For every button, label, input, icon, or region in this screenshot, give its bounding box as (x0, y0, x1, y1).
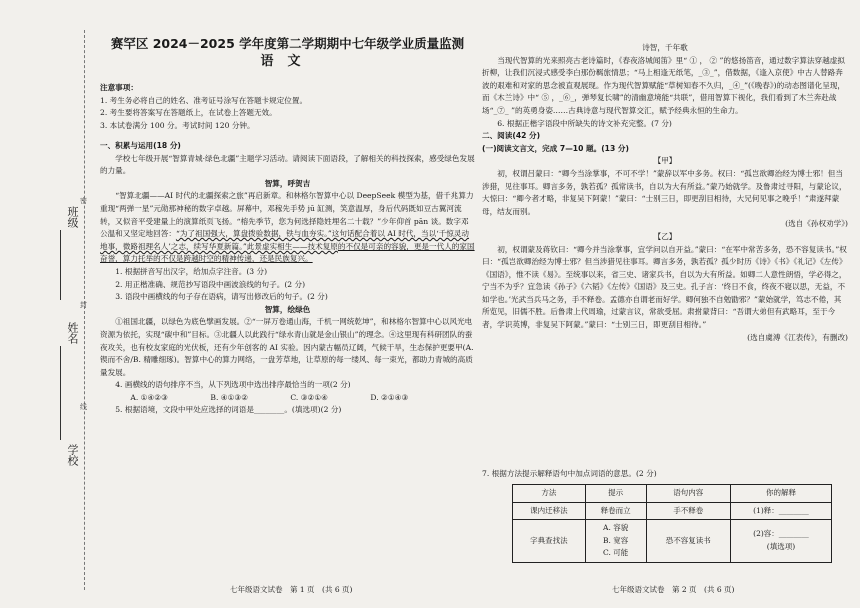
seal-mark-2: 封 (80, 301, 87, 309)
section-1 (100, 140, 475, 580)
jia-source: (选自《孙权劝学》) (785, 219, 848, 229)
question-4-options (100, 392, 475, 405)
heading-zhisuan-1: 智算，呼贺吉 (264, 178, 311, 188)
class-label: 班级 (66, 206, 79, 228)
section-1-heading: 一、积累与运用(18 分) (100, 141, 181, 150)
page-1-footer: 七年级语文试卷 第 1 页 (共 6 页) (230, 585, 353, 594)
notice-heading: 注意事项： (100, 83, 138, 92)
question-2: 2. 用正楷准确、规范抄写语段中画波浪线的句子。(2 分) (115, 279, 306, 289)
passage-1-c: “为了祖国强大，算盘拨验数据，铁与血夯实。”这句话配合着以 AI 时代，当以‘千惊灵动地事，微路祖理名人’之志，续写华夏新篇。”此景虚实相生——技术复原 (100, 229, 469, 251)
table-cell: 手不释卷 (646, 502, 730, 520)
hint-b: B. 宽容 (602, 535, 629, 545)
passage-1-a: “智算北疆——AI 时代的北疆探索之旅”再启新章。和林格尔智算中心以 DeepSeek 模型为基，借千兆算力重现“两弹一星”元勋那神秘的数字卓越。屏幕中，邓稼先手势 jū 缸测， (100, 191, 474, 213)
table-header-row (513, 485, 832, 503)
heading-zhisuan-2: 智算，绘绿色 (264, 304, 311, 314)
option-c: C. ③②①④ (290, 392, 328, 402)
table-cell-hints (585, 520, 646, 563)
question-6: 6. 根据正楷字语段中所缺失的诗文补充完整。(7 分) (497, 118, 672, 128)
option-b: B. ④①③② (210, 392, 249, 402)
notice-1: 1. 考生务必将自己的姓名、准考证号涂写在答题卡规定位置。 (100, 95, 308, 105)
table-row (513, 520, 832, 563)
hint-a: A. 容貌 (603, 523, 629, 533)
intro-paragraph: 学校七年级开展“智算青城·绿色北疆”主题学习活动。请阅读下面语段，了解相关的科技探索，感受绿色发展的力量。 (100, 153, 475, 176)
passage-1 (100, 190, 475, 266)
option-a: A. ①④②③ (130, 392, 168, 402)
table-header: 提示 (585, 485, 646, 503)
school-label: 学校 (66, 444, 79, 466)
seal-mark-1: 密 (80, 197, 87, 205)
jia-heading: 【甲】 (653, 156, 677, 166)
yi-heading: 【乙】 (653, 231, 677, 241)
name-label: 姓名 (66, 322, 79, 344)
table-cell: 释卷而立 (585, 502, 646, 520)
notice-block (100, 82, 475, 132)
page-2-body (482, 42, 848, 468)
class-write-line (60, 230, 61, 300)
question-4: 4. 画横线的语句排序不当，从下列选项中选出排序最恰当的一项(2 分) (115, 380, 351, 390)
page-2-footer: 七年级语文试卷 第 2 页 (共 6 页) (612, 585, 735, 594)
school-write-line (60, 400, 61, 440)
jia-text: 初，权谓吕蒙曰：“卿今当涂掌事，不可不学！”蒙辞以军中多务。权曰：“孤岂欲卿治经为博士邪！但当涉猎，见往事耳。卿言多务，孰若孤？孤常读书，自以为大有所益。”蒙乃始就学。及鲁肃过寻阳，与蒙论议，大惊曰：“卿今者才略，非复吴下阿蒙！”蒙曰：“士别三日，即更刮目相待，大兄何见事之晚乎！”肃遂拜蒙母，结友而别。 (482, 168, 847, 216)
subsection-1-heading: (一)阅读文言文，完成 7—10 题。(13 分) (482, 143, 629, 153)
table-cell: 字典查找法 (513, 520, 586, 563)
exam-title: 赛罕区 2024－2025 学年度第二学期期中七年级学业质量监测 (110, 36, 465, 51)
question-3: 3. 语段中画横线的句子存在语病，请写出修改后的句子。(2 分) (115, 292, 328, 302)
seal-mark-3: 线 (80, 403, 87, 411)
passage-1-b: 笑意温厚，身后代码既如豆古翼河流转，又似音平受建量上的演算纸页飞扬。“榕先季节，您为何选择隐姓埋名二十载？”少年仰首 pān 谈。数字邓公温和又坚定地回答： (100, 203, 469, 239)
table-cell: 课内迁移法 (513, 502, 586, 520)
question-1: 1. 根据拼音写出汉字，给加点字注音。(3 分) (115, 266, 268, 276)
yi-source: (选自虞溥《江表传》，有删改) (747, 332, 848, 342)
table-header: 你的解释 (730, 485, 831, 503)
question-7: 7. 根据方法提示解释语句中加点词语的意思。(2 分) (482, 469, 657, 478)
table-cell: 恐不容复读书 (646, 520, 730, 563)
table-header: 语句内容 (646, 485, 730, 503)
answer-cell-1[interactable]: (1)释：________ (730, 502, 831, 520)
option-d: D. ②①④③ (370, 392, 409, 402)
exam-subject: 语文 (260, 54, 315, 69)
poem-passage: 当现代智算的光来照亮古老诗篇时，《春夜洛城闻笛》里“ ① ， ② ”的悠扬笛音，通过数字算法穿越虚拟折柳，让我们沉浸式感受李白那份羁旅情思；“马上相逢无纸笔，_③_”，借数据，《逢入京使》中古人替路奔波的艰难和对家的思念被直观展现。作为现代智算赋能“草树知春不久归，_④_”(《晚春》)的动态图谱化呈现，而《木兰诗》中“ ⑤ ，_⑥_，弹琴复长啸”的清幽意境能“共联”，借用智算下视化，我们看到了木兰奔赴战场“_⑦_ ”的英勇身姿……古典诗意与现代智算交汇，赋予经典永恒的生命力。 (482, 55, 845, 115)
notice-3: 3. 本试卷满分 100 分。考试时间 120 分钟。 (100, 120, 255, 130)
notice-2: 2. 考生要将答案写在答题纸上，在试卷上答题无效。 (100, 108, 277, 118)
answer-cell-2[interactable] (730, 520, 831, 563)
passage-1-d: 的不仅是可亲的容貌，更是一代人的家国奋誉，算力托举的不仅是跨越时空的精神传递，还是民族复兴。 (100, 241, 475, 264)
section-2-heading: 二、阅读(42 分) (482, 131, 541, 141)
answer-table (512, 484, 832, 563)
answer-cell-2-line: (2)容：________ (753, 529, 809, 539)
binding-margin (0, 0, 96, 608)
table-header: 方法 (513, 485, 586, 503)
poem-heading: 诗智，千年歌 (642, 43, 688, 52)
answer-cell-2-note: (填选项) (766, 542, 796, 552)
question-5: 5. 根据语境，文段中甲处应选择的词语是________。(填选项)(2 分) (115, 405, 342, 415)
binding-dashed-line (84, 30, 85, 590)
passage-2: ①祖国北疆，以绿色为底色擘画发展。②“一屏万卷通山海，千机一网统乾坤”，和林格尔智算中心以风光电资源为依托，实现“碳中和”目标。③北疆人以此践行“绿水青山就是金山银山”的理念。④这里现有科研团队的蚕夜攻关，也有校友家庭的光伏板，还有少年创客的 AI 实验。因内蒙古幅员辽阔，气候干旱，生态保护更要甲(A. 锲而不舍/B. 精雕细琢)。智算中心的算力网络，一盘芳草地，让草原的每一缕风、每一束光，都助力青城的高质量发展。 (100, 317, 474, 377)
hint-c: C. 可能 (603, 548, 629, 558)
yi-text: 初，权谓蒙及蒋钦曰：“卿今并当涂掌事，宜学问以自开益。”蒙曰：“在军中常苦多务，恐不容复读书。”权曰：“孤岂欲卿治经为博士邪？但当涉猎见往事耳。卿言多务，孰若孤？孤少时历《诗》《书》《礼记》《左传》《国语》，惟不读《易》。至统事以来，省三史、诸家兵书，自以为大有所益。如卿二人意性朗悟，学必得之，宁当不为乎？宜急读《孙子》《六韬》《左传》《国语》及三史。孔子言：‘终日不食，终夜不寝以思，无益，不如学也。’光武当兵马之务，手不释卷。孟德亦自谓老而好学。卿何独不自勉勖邪？”蒙始就学，笃志不倦，其所览见，旧儒不胜。后鲁肃上代周瑜，过蒙言议，常欲受屈。肃拊蒙背曰：“吾谓大弟但有武略耳，至于今者，学识英博，非复吴下阿蒙。”蒙曰：“士别三日，即更刮目相待。” (482, 244, 847, 330)
table-row (513, 502, 832, 520)
